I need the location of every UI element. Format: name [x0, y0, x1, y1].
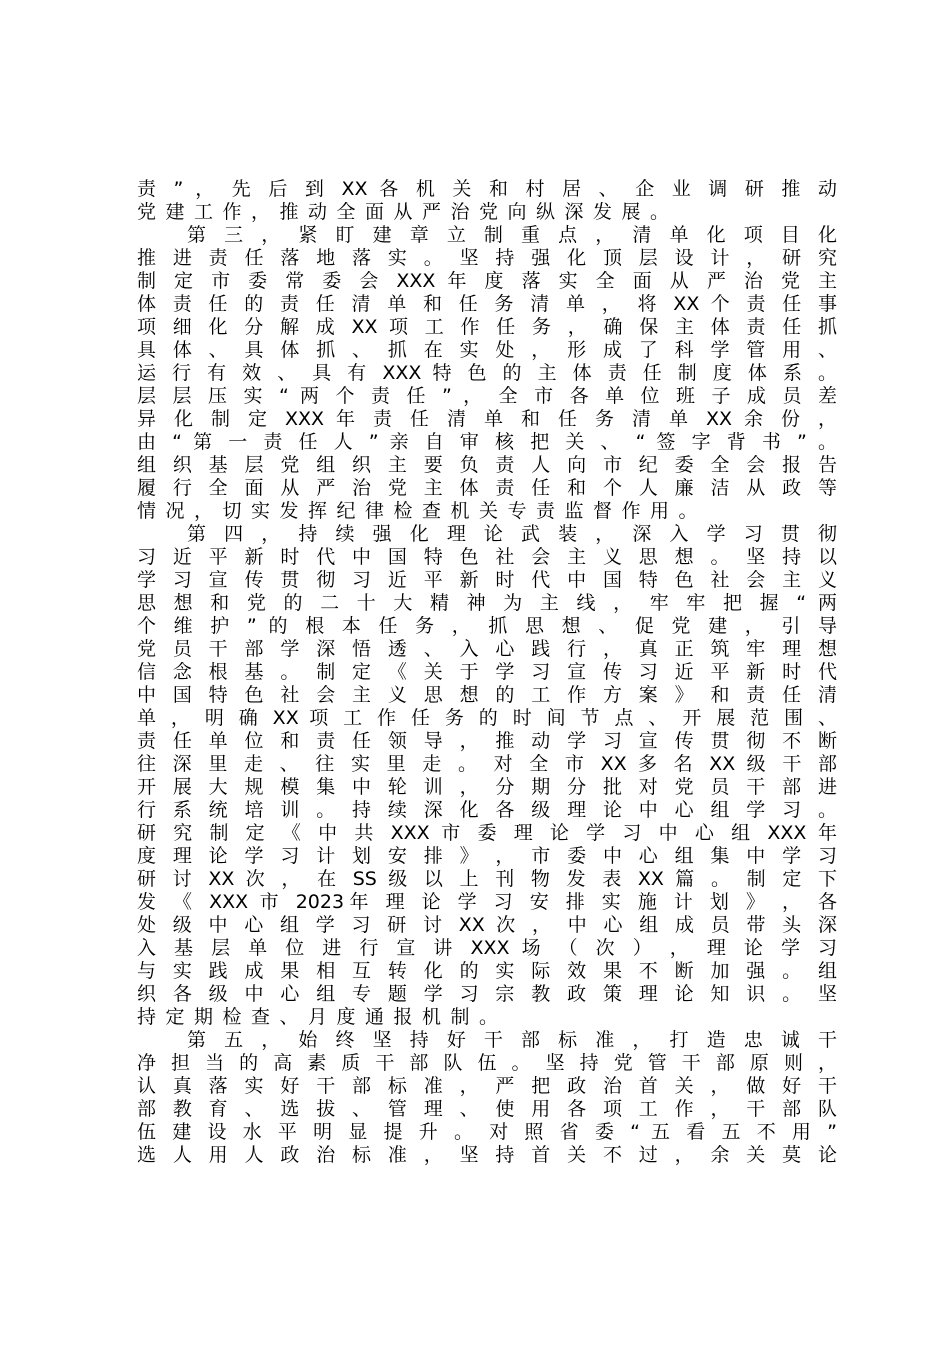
text-line: 净 担 当 的 高 素 质 干 部 队 伍 。 坚 持 党 管 干 部 原 则 ，: [137, 1052, 837, 1074]
text-line: 持定期检查、月度通报机制。: [137, 1006, 508, 1028]
text-line: 与 实 践 成 果 相 互 转 化 的 实 际 效 果 不 断 加 强 。 组: [137, 960, 837, 982]
text-line: 开 展 大 规 模 集 中 轮 训 ， 分 期 分 批 对 党 员 干 部 进: [137, 776, 837, 798]
text-line: 责 ” ， 先 后 到 XX 各 机 关 和 村 居 、 企 业 调 研 推 动: [137, 178, 837, 200]
text-line: 度 理 论 学 习 计 划 安 排 》 ， 市 委 中 心 组 集 中 学 习: [137, 845, 837, 867]
text-line: 织 各 级 中 心 组 专 题 学 习 宗 教 政 策 理 论 知 识 。 坚: [137, 983, 837, 1005]
text-line: 信 念 根 基 。 制 定 《 关 于 学 习 宣 传 习 近 平 新 时 代: [137, 661, 837, 683]
text-line: 习 近 平 新 时 代 中 国 特 色 社 会 主 义 思 想 。 坚 持 以: [137, 546, 837, 568]
text-line: 中 国 特 色 社 会 主 义 思 想 的 工 作 方 案 》 和 责 任 清: [137, 684, 837, 706]
text-line: 项 细 化 分 解 成 XX 项 工 作 任 务 ， 确 保 主 体 责 任 抓: [137, 316, 837, 338]
text-line: 往 深 里 走 、 往 实 里 走 。 对 全 市 XX 多 名 XX 级 干 部: [137, 753, 837, 775]
text-line: 个 维 护 ” 的 根 本 任 务 ， 抓 思 想 、 促 党 建 ， 引 导: [137, 615, 837, 637]
text-line: 入 基 层 单 位 进 行 宣 讲 XXX 场 （ 次 ） ， 理 论 学 习: [137, 937, 837, 959]
text-line: 处 级 中 心 组 学 习 研 讨 XX 次 ， 中 心 组 成 员 带 头 深: [137, 914, 837, 936]
text-line: 发 《 XXX 市 2023年 理 论 学 习 安 排 实 施 计 划 》 ， 各: [137, 891, 837, 913]
paragraph-first-line: 第 四 ， 持 续 强 化 理 论 武 装 ， 深 入 学 习 贯 彻: [187, 523, 837, 545]
text-line: 认 真 落 实 好 干 部 标 准 ， 严 把 政 治 首 关 ， 做 好 干: [137, 1075, 837, 1097]
text-line: 体 责 任 的 责 任 清 单 和 任 务 清 单 ， 将 XX 个 责 任 事: [137, 293, 837, 315]
text-line: 运 行 有 效 、 具 有 XXX 特 色 的 主 体 责 任 制 度 体 系 。: [137, 362, 837, 384]
text-line: 履 行 全 面 从 严 治 党 主 体 责 任 和 个 人 廉 洁 从 政 等: [137, 477, 837, 499]
text-line: 党 员 干 部 学 深 悟 透 、 入 心 践 行 ， 真 正 筑 牢 理 想: [137, 638, 837, 660]
text-line: 选 人 用 人 政 治 标 准 ， 坚 持 首 关 不 过 ， 余 关 莫 论: [137, 1144, 837, 1166]
text-line: 伍 建 设 水 平 明 显 提 升 。 对 照 省 委 “ 五 看 五 不 用 ”: [137, 1121, 837, 1143]
text-line: 学 习 宣 传 贯 彻 习 近 平 新 时 代 中 国 特 色 社 会 主 义: [137, 569, 837, 591]
text-line: 思 想 和 党 的 二 十 大 精 神 为 主 线 ， 牢 牢 把 握 “ 两: [137, 592, 837, 614]
text-line: 行 系 统 培 训 。 持 续 深 化 各 级 理 论 中 心 组 学 习 。: [137, 799, 837, 821]
text-line: 组 织 基 层 党 组 织 主 要 负 责 人 向 市 纪 委 全 会 报 告: [137, 454, 837, 476]
text-line: 由 “ 第 一 责 任 人 ” 亲 自 审 核 把 关 、 “ 签 字 背 书 ” 。: [137, 431, 837, 453]
text-line: 制 定 市 委 常 委 会 XXX 年 度 落 实 全 面 从 严 治 党 主: [137, 270, 837, 292]
text-line: 情况，切实发挥纪律检查机关专责监督作用。: [137, 500, 708, 522]
text-line: 层 层 压 实 “ 两 个 责 任 ” ， 全 市 各 单 位 班 子 成 员 差: [137, 385, 837, 407]
text-line: 党建工作，推动全面从严治党向纵深发展。: [137, 201, 679, 223]
text-line: 责 任 单 位 和 责 任 领 导 ， 推 动 学 习 宣 传 贯 彻 不 断: [137, 730, 837, 752]
text-line: 部 教 育 、 选 拔 、 管 理 、 使 用 各 项 工 作 ， 干 部 队: [137, 1098, 837, 1120]
text-line: 具 体 、 具 体 抓 、 抓 在 实 处 ， 形 成 了 科 学 管 用 、: [137, 339, 837, 361]
text-line: 单 ， 明 确 XX 项 工 作 任 务 的 时 间 节 点 、 开 展 范 围 、: [137, 707, 837, 729]
text-line: 异 化 制 定 XXX 年 责 任 清 单 和 任 务 清 单 XX 余 份 ，: [137, 408, 837, 430]
text-line: 推 进 责 任 落 地 落 实 。 坚 持 强 化 顶 层 设 计 ， 研 究: [137, 247, 837, 269]
body-text: [137, 178, 837, 1167]
paragraph-first-line: 第 三 ， 紧 盯 建 章 立 制 重 点 ， 清 单 化 项 目 化: [187, 224, 837, 246]
text-line: 研 讨 XX 次 ， 在 SS 级 以 上 刊 物 发 表 XX 篇 。 制 定 下: [137, 868, 837, 890]
paragraph-first-line: 第 五 ， 始 终 坚 持 好 干 部 标 准 ， 打 造 忠 诚 干: [187, 1029, 837, 1051]
text-line: 研 究 制 定 《 中 共 XXX 市 委 理 论 学 习 中 心 组 XXX 年: [137, 822, 837, 844]
